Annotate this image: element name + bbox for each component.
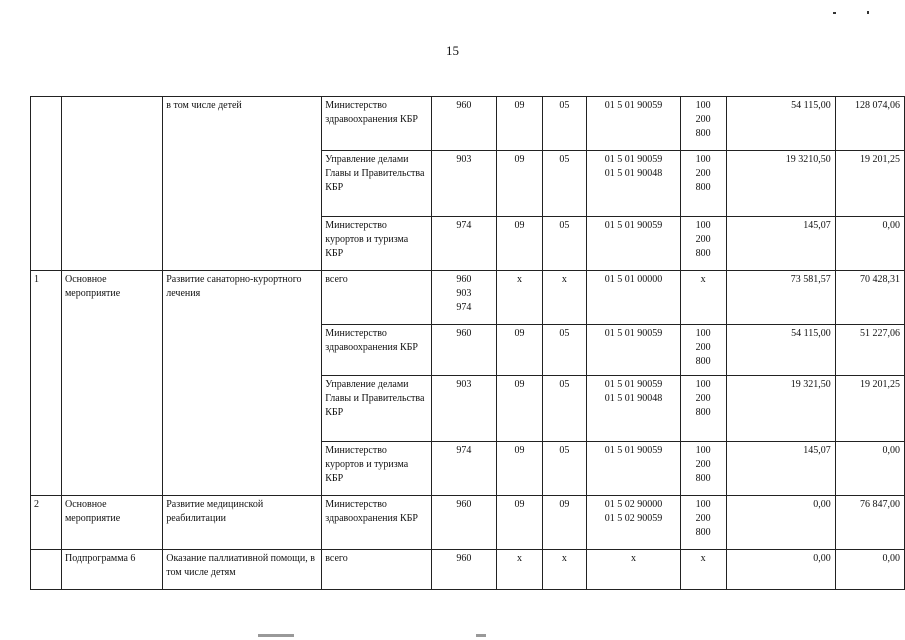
table-cell-target-article: 01 5 01 90059 <box>587 442 681 496</box>
table-row <box>31 97 905 151</box>
table-cell-executor: Министерство здравоохранения КБР <box>322 97 431 151</box>
table-row <box>31 271 905 325</box>
table-cell-grbs: 903 <box>431 151 497 217</box>
table-cell-target-article: 01 5 01 90059 01 5 01 90048 <box>587 376 681 442</box>
table-cell-fact: 0,00 <box>835 442 904 496</box>
table-cell-grbs: 960 <box>431 325 497 376</box>
table-cell-plan: 54 115,00 <box>726 325 835 376</box>
table-cell-plan: 145,07 <box>726 442 835 496</box>
table-cell-executor: Министерство здравоохранения КБР <box>322 325 431 376</box>
table-cell-grbs: 974 <box>431 217 497 271</box>
table-cell-target-article: х <box>587 550 681 590</box>
table-cell-fact: 0,00 <box>835 550 904 590</box>
table-cell-plan: 73 581,57 <box>726 271 835 325</box>
table-cell-fact: 76 847,00 <box>835 496 904 550</box>
table-row <box>31 550 905 590</box>
table-cell-executor: всего <box>322 271 431 325</box>
table-cell-subsection: х <box>542 271 587 325</box>
table-cell-expense-type: 100 200 800 <box>680 496 726 550</box>
table-cell-plan: 0,00 <box>726 550 835 590</box>
table-cell-plan: 0,00 <box>726 496 835 550</box>
table-cell-status: Основное мероприятие <box>61 271 162 496</box>
table-cell-expense-type: 100 200 800 <box>680 376 726 442</box>
table-row <box>31 496 905 550</box>
table-cell-section: 09 <box>497 97 542 151</box>
table-cell-subsection: 05 <box>542 217 587 271</box>
table-cell-subsection: 05 <box>542 151 587 217</box>
scan-speck <box>867 11 869 14</box>
table-cell-grbs: 960 <box>431 496 497 550</box>
table-cell-grbs: 974 <box>431 442 497 496</box>
table-cell-executor: Министерство курортов и туризма КБР <box>322 217 431 271</box>
table-cell-subsection: 09 <box>542 496 587 550</box>
scan-edge-mark <box>476 634 486 637</box>
table-cell-number: 1 <box>31 271 62 496</box>
table-cell-section: х <box>497 550 542 590</box>
table-cell-section: 09 <box>497 217 542 271</box>
table-cell-name: Развитие медицинской реабилитации <box>163 496 322 550</box>
table-cell-expense-type: х <box>680 550 726 590</box>
table-cell-target-article: 01 5 02 90000 01 5 02 90059 <box>587 496 681 550</box>
table-cell-fact: 0,00 <box>835 217 904 271</box>
table-cell-expense-type: х <box>680 271 726 325</box>
table-cell-executor: всего <box>322 550 431 590</box>
table-cell-executor: Управление делами Главы и Правительства КБР <box>322 151 431 217</box>
scan-speck <box>833 12 836 14</box>
table-cell-target-article: 01 5 01 90059 <box>587 325 681 376</box>
table-cell-section: 09 <box>497 442 542 496</box>
scan-edge-mark <box>258 634 294 637</box>
table-cell-expense-type: 100 200 800 <box>680 217 726 271</box>
table-cell-status: Подпрограмма 6 <box>61 550 162 590</box>
table-cell-status <box>61 97 162 271</box>
table-cell-target-article: 01 5 01 00000 <box>587 271 681 325</box>
table-cell-expense-type: 100 200 800 <box>680 97 726 151</box>
table-cell-target-article: 01 5 01 90059 <box>587 97 681 151</box>
table-cell-section: х <box>497 271 542 325</box>
table-cell-grbs: 903 <box>431 376 497 442</box>
table-cell-name: в том числе детей <box>163 97 322 271</box>
table-cell-subsection: х <box>542 550 587 590</box>
table-cell-fact: 51 227,06 <box>835 325 904 376</box>
table-cell-plan: 19 321,50 <box>726 376 835 442</box>
table-cell-name: Развитие санаторно-курортного лечения <box>163 271 322 496</box>
table-cell-grbs: 960 <box>431 550 497 590</box>
table-cell-expense-type: 100 200 800 <box>680 325 726 376</box>
table-cell-number: 2 <box>31 496 62 550</box>
table-cell-subsection: 05 <box>542 442 587 496</box>
table-cell-section: 09 <box>497 496 542 550</box>
table-cell-section: 09 <box>497 151 542 217</box>
table-cell-executor: Министерство курортов и туризма КБР <box>322 442 431 496</box>
table-cell-target-article: 01 5 01 90059 <box>587 217 681 271</box>
table-cell-grbs: 960 <box>431 97 497 151</box>
table-cell-subsection: 05 <box>542 325 587 376</box>
table-cell-expense-type: 100 200 800 <box>680 151 726 217</box>
table-cell-section: 09 <box>497 376 542 442</box>
table-cell-subsection: 05 <box>542 376 587 442</box>
table-cell-subsection: 05 <box>542 97 587 151</box>
table-cell-status: Основное мероприятие <box>61 496 162 550</box>
table-cell-plan: 19 3210,50 <box>726 151 835 217</box>
page-number: 15 <box>446 43 459 58</box>
table-cell-expense-type: 100 200 800 <box>680 442 726 496</box>
budget-table <box>30 96 905 590</box>
table-cell-name: Оказание паллиативной помощи, в том числе детям <box>163 550 322 590</box>
table-cell-fact: 70 428,31 <box>835 271 904 325</box>
table-cell-grbs: 960 903 974 <box>431 271 497 325</box>
table-cell-executor: Министерство здравоохранения КБР <box>322 496 431 550</box>
table-cell-fact: 19 201,25 <box>835 151 904 217</box>
table-cell-executor: Управление делами Главы и Правительства КБР <box>322 376 431 442</box>
table-cell-number <box>31 550 62 590</box>
table-cell-plan: 54 115,00 <box>726 97 835 151</box>
table-cell-fact: 19 201,25 <box>835 376 904 442</box>
table-cell-number <box>31 97 62 271</box>
table-cell-section: 09 <box>497 325 542 376</box>
table-cell-fact: 128 074,06 <box>835 97 904 151</box>
table-cell-plan: 145,07 <box>726 217 835 271</box>
table-cell-target-article: 01 5 01 90059 01 5 01 90048 <box>587 151 681 217</box>
